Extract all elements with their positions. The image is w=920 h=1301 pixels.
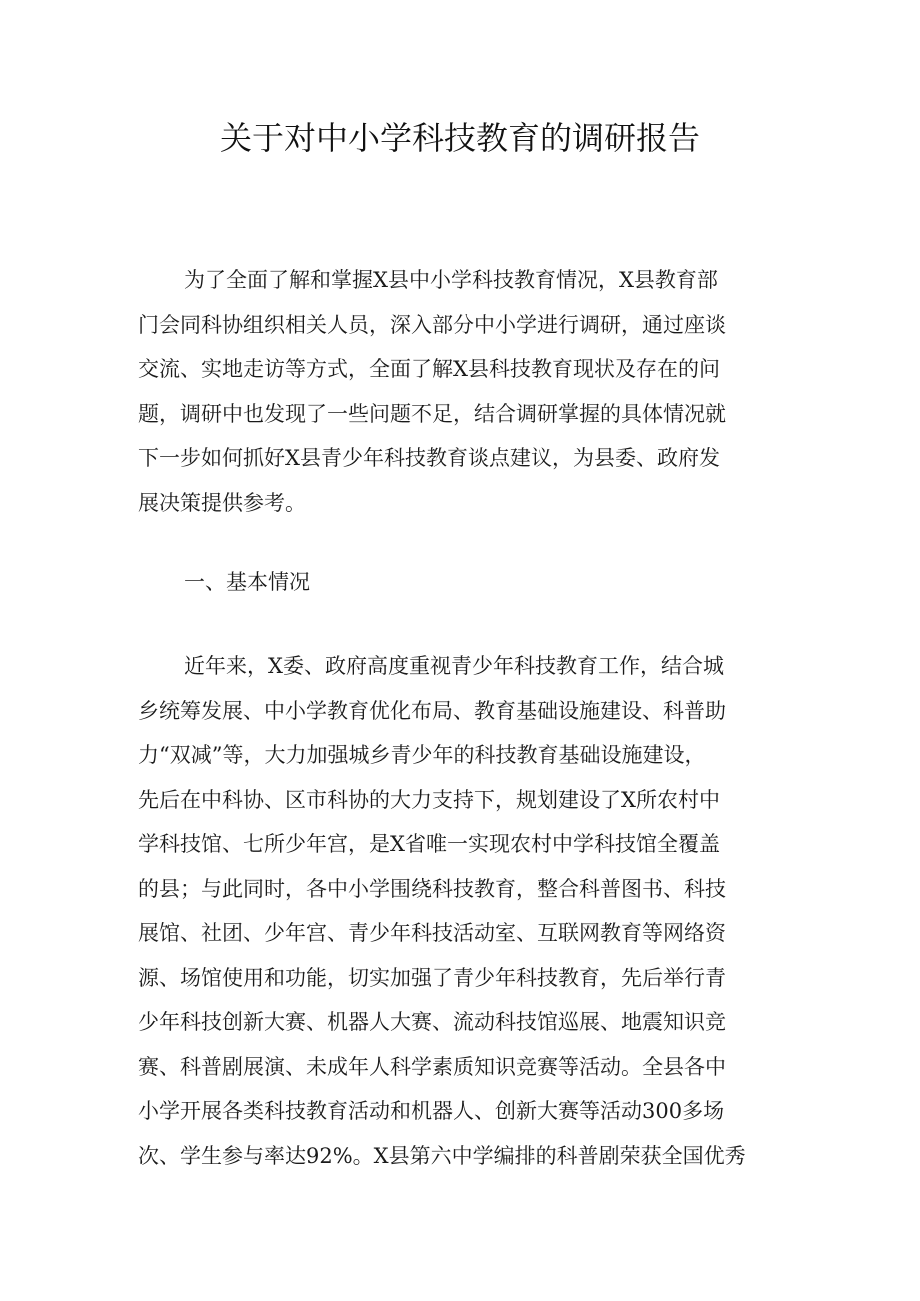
section-line: 小学开展各类科技教育活动和机器人、创新大赛等活动300多场 (138, 1099, 725, 1123)
section-heading-text: 一、基本情况 (184, 570, 310, 594)
section-line: 学科技馆、七所少年宫，是X省唯一实现农村中学科技馆全覆盖 (138, 832, 720, 856)
section-paragraph (138, 644, 788, 1178)
intro-line: 交流、实地走访等方式，全面了解X县科技教育现状及存在的问 (138, 357, 720, 381)
document-title: 关于对中小学科技教育的调研报告 (219, 119, 700, 157)
section-line: 次、学生参与率达92%。X县第六中学编排的科普剧荣获全国优秀 (138, 1143, 746, 1168)
intro-paragraph (138, 258, 788, 525)
section-line: 近年来，X委、政府高度重视青少年科技教育工作，结合城 (184, 654, 724, 678)
section-line: 力“双减”等，大力加强城乡青少年的科技教育基础设施建设， (138, 743, 706, 767)
section-line: 展馆、社团、少年宫、青少年科技活动室、互联网教育等网络资 (138, 921, 726, 945)
section-line: 乡统筹发展、中小学教育优化布局、教育基础设施建设、科普助 (138, 698, 726, 723)
section-line: 的县；与此同时，各中小学围绕科技教育，整合科普图书、科技 (138, 876, 726, 901)
intro-line: 门会同科协组织相关人员，深入部分中小学进行调研，通过座谈 (138, 312, 726, 337)
section-line: 源、场馆使用和功能，切实加强了青少年科技教育，先后举行青 (138, 965, 726, 990)
intro-line: 为了全面了解和掌握X县中小学科技教育情况，X县教育部 (184, 268, 718, 292)
section-heading (138, 560, 788, 605)
intro-line: 展决策提供参考。 (138, 490, 306, 515)
intro-line: 下一步如何抓好X县青少年科技教育谈点建议，为县委、政府发 (138, 446, 720, 470)
section-line: 少年科技创新大赛、机器人大赛、流动科技馆巡展、地震知识竞 (138, 1010, 726, 1034)
intro-line: 题，调研中也发现了一些问题不足，结合调研掌握的具体情况就 (138, 401, 726, 426)
section-line: 先后在中科协、区市科协的大力支持下，规划建设了X所农村中 (138, 787, 720, 812)
section-line: 赛、科普剧展演、未成年人科学素质知识竞赛等活动。全县各中 (138, 1054, 726, 1079)
